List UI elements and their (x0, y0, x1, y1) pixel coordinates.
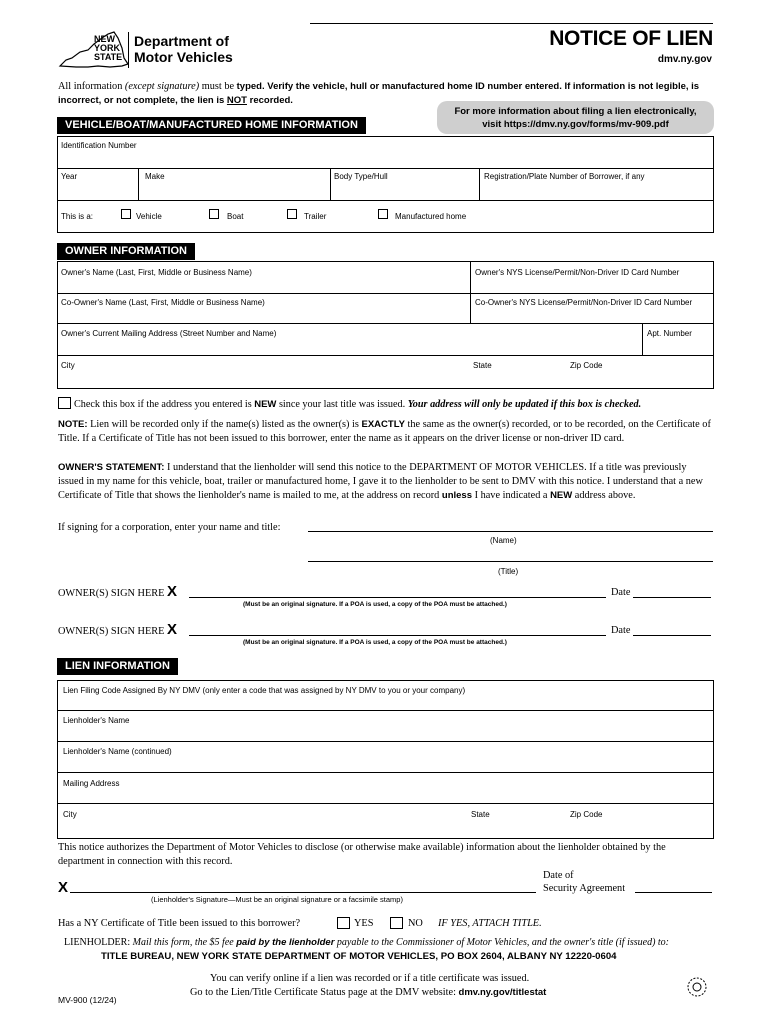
owner-state-field[interactable]: State (473, 361, 492, 370)
owner-statement-paragraph: OWNER'S STATEMENT: I understand that the lienholder will send this notice to the DEPARTMENT OF MOTOR VEHICLES. If a title was previously issued in my name for this vehicle, boat, trailer or manufactured home, I gave it to the lienholder to be sent to DMV with this notice. I understand that a new Certificate of Title that shows the lienholder's name is mailed to me, at the address on record unless I have indicated a NEW address above. (58, 462, 703, 501)
new-address-checkbox[interactable] (58, 397, 71, 409)
lien-section-title: LIEN INFORMATION (57, 658, 178, 675)
this-is-a-label: This is a: (61, 212, 94, 221)
manufactured-home-checkbox[interactable] (378, 209, 388, 219)
make-field[interactable]: Make (145, 172, 165, 181)
logo-state-line-2: YORK (94, 43, 121, 53)
authorization-paragraph: This notice authorizes the Department of Motor Vehicles to disclose (or otherwise make available) information about the lienholder obtained by the department in connection with this record. (58, 842, 666, 867)
title-bureau-address: TITLE BUREAU, NEW YORK STATE DEPARTMENT OF MOTOR VEHICLES, PO BOX 2604, ALBANY NY 12220-0604 (101, 951, 617, 962)
name-caption: (Name) (490, 536, 517, 545)
registration-field[interactable]: Registration/Plate Number of Borrower, if any (484, 172, 645, 181)
security-agreement-date-line[interactable] (635, 892, 712, 893)
electronic-link[interactable]: visit https://dmv.ny.gov/forms/mv-909.pdf (482, 119, 669, 130)
trailer-checkbox[interactable] (287, 209, 297, 219)
title-yes-label: YES (354, 918, 374, 929)
poa-note-1: (Must be an original signature. If a POA is used, a copy of the POA must be attached.) (243, 601, 507, 608)
lienholder-sig-caption: (Lienholder's Signature—Must be an original signature or a facsimile stamp) (151, 895, 403, 904)
top-rule (310, 23, 713, 24)
lien-zip-field[interactable]: Zip Code (570, 810, 603, 819)
owner-sign-label-1: OWNER(S) SIGN HERE X (58, 583, 177, 600)
coowner-name-field[interactable]: Co-Owner's Name (Last, First, Middle or Business Name) (61, 298, 265, 307)
footer-line-2: Go to the Lien/Title Certificate Status page at the DMV website: dmv.ny.gov/titlestat (190, 987, 547, 998)
title-question-text: Has a NY Certificate of Title been issued to this borrower? (58, 918, 301, 929)
website: dmv.ny.gov (657, 54, 712, 65)
title-no-checkbox[interactable] (390, 917, 403, 929)
intro-text: All information (except signature) must be typed. Verify the vehicle, hull or manufactured home ID number entered. If information is not legible, is incorrect, or not complete, the lien is NOT recorded. (58, 81, 700, 106)
footer-line-1: You can verify online if a lien was recorded or if a title certificate was issued. (210, 973, 530, 984)
coowner-license-field[interactable]: Co-Owner's NYS License/Permit/Non-Driver ID Card Number (475, 298, 693, 307)
recycle-seal-icon (685, 976, 709, 998)
lienholder-name-continued-field[interactable]: Lienholder's Name (continued) (63, 747, 172, 756)
poa-note-2: (Must be an original signature. If a POA is used, a copy of the POA must be attached.) (243, 639, 507, 646)
logo-state-line-3: STATE (94, 52, 123, 62)
form-number: MV-900 (12/24) (58, 995, 117, 1005)
corporation-prompt: If signing for a corporation, enter your name and title: (58, 522, 281, 533)
note-paragraph: NOTE: Lien will be recorded only if the name(s) listed as the owner(s) is EXACTLY the same as the owner(s) recorded, or to be recorded, on the Certificate of Title. If a Certificate of Title has not been issued to this borrower, enter the name as it appears on the driver license or non-driver ID card. (58, 419, 711, 444)
body-type-field[interactable]: Body Type/Hull (334, 172, 388, 181)
electronic-line-1: For more information about filing a lien electronically, (454, 106, 697, 117)
owner-apt-field[interactable]: Apt. Number (647, 329, 692, 338)
owner-license-field[interactable]: Owner's NYS License/Permit/Non-Driver ID Card Number (475, 268, 680, 277)
owner-date-line-1[interactable] (633, 597, 711, 598)
corporation-name-line[interactable] (308, 531, 713, 532)
boat-option-label: Boat (227, 212, 244, 221)
owner-signature-line-2[interactable] (189, 635, 606, 636)
lien-info-box (57, 680, 714, 839)
title-no-label: NO (408, 918, 423, 929)
lien-city-field[interactable]: City (63, 810, 77, 819)
form-title: NOTICE OF LIEN (549, 27, 713, 50)
logo-state-line-1: NEW (94, 34, 115, 44)
trailer-option-label: Trailer (304, 212, 327, 221)
title-caption: (Title) (498, 567, 519, 576)
lien-mailing-address-field[interactable]: Mailing Address (63, 779, 120, 788)
logo-dept-line-1: Department of (134, 33, 229, 49)
electronic-filing-banner (437, 101, 714, 134)
vehicle-section-title: VEHICLE/BOAT/MANUFACTURED HOME INFORMATION (57, 117, 366, 134)
year-field[interactable]: Year (61, 172, 78, 181)
new-address-text: Check this box if the address you entered is NEW since your last title was issued. Your address will only be updated if this box is checked. (74, 399, 642, 410)
owner-sign-label-2: OWNER(S) SIGN HERE X (58, 621, 177, 638)
owner-city-field[interactable]: City (61, 361, 75, 370)
logo-dept-line-2: Motor Vehicles (134, 49, 233, 65)
nys-logo (58, 30, 238, 70)
corporation-title-line[interactable] (308, 561, 713, 562)
manufactured-home-option-label: Manufactured home (395, 212, 467, 221)
lienholder-signature-line[interactable] (70, 892, 536, 893)
lienholder-sig-x: X (58, 879, 69, 896)
lien-filing-code-field[interactable]: Lien Filing Code Assigned By NY DMV (only enter a code that was assigned by NY DMV to you or your company) (63, 686, 466, 695)
vehicle-option-label: Vehicle (136, 212, 162, 221)
date-of-security-label: Date of Security Agreement (543, 870, 626, 894)
owner-zip-field[interactable]: Zip Code (570, 361, 603, 370)
owner-date-label-2: Date (611, 625, 631, 636)
lien-state-field[interactable]: State (471, 810, 490, 819)
vehicle-checkbox[interactable] (121, 209, 131, 219)
owner-date-line-2[interactable] (633, 635, 711, 636)
owner-info-box (57, 261, 714, 389)
owner-name-field[interactable]: Owner's Name (Last, First, Middle or Business Name) (61, 268, 252, 277)
title-yes-checkbox[interactable] (337, 917, 350, 929)
lienholder-mail-instructions: LIENHOLDER: Mail this form, the $5 fee paid by the lienholder payable to the Commissioner of Motor Vehicles, and the owner's title (if issued) to: (64, 937, 670, 948)
owner-date-label-1: Date (611, 587, 631, 598)
owner-signature-line-1[interactable] (189, 597, 606, 598)
owner-address-field[interactable]: Owner's Current Mailing Address (Street Number and Name) (61, 329, 277, 338)
attach-title-note: IF YES, ATTACH TITLE. (438, 918, 542, 929)
lienholder-name-field[interactable]: Lienholder's Name (63, 716, 130, 725)
owner-section-title: OWNER INFORMATION (57, 243, 195, 260)
identification-number-field[interactable]: Identification Number (61, 141, 137, 150)
boat-checkbox[interactable] (209, 209, 219, 219)
